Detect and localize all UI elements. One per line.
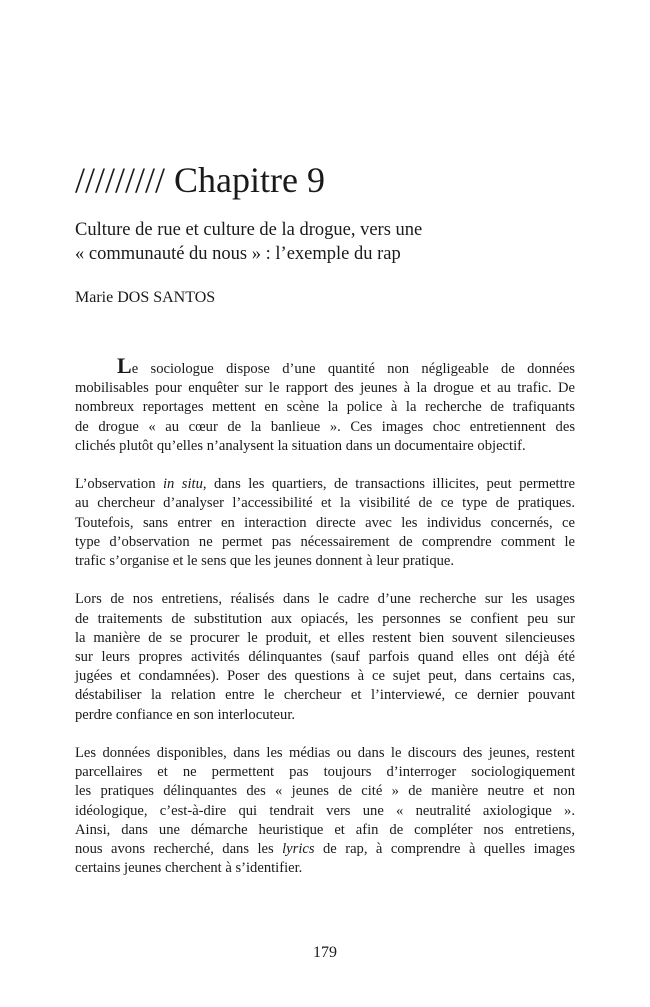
paragraph-line: Lors de nos entretiens, réalisés dans le cadre d’une recherche sur les usages: [75, 591, 575, 608]
paragraph-line: parcellaires et ne permettent pas toujours d’interroger sociologiquement: [75, 764, 575, 781]
paragraph-line: au chercheur d’analyser l’accessibilité et la visibilité de ce type de pratiques.: [75, 495, 575, 512]
paragraph-line: Ainsi, dans une démarche heuristique et afin de compléter nos entretiens,: [75, 821, 575, 838]
paragraph-line: Toutefois, sans entrer en interaction directe avec les individus concernés, ce: [75, 514, 575, 531]
paragraph-2: [75, 475, 575, 571]
chapter-body: [75, 353, 576, 898]
paragraph-line: la manière de se procurer le produit, et elles restent bien souvent silencieuses: [75, 629, 575, 646]
italic-term: in situ: [162, 476, 203, 493]
subtitle-line-1: Culture de rue et culture de la drogue, vers une: [75, 220, 423, 240]
paragraph-line: idéologique, c’est-à-dire qui tendrait vers une « neutralité axiologique ».: [75, 802, 575, 819]
paragraph-line: les pratiques délinquantes des « jeunes de cité » de manière neutre et non: [75, 783, 575, 800]
author-name: Marie DOS SANTOS: [75, 289, 216, 306]
drop-cap: L: [117, 353, 132, 378]
paragraph-line: nombreux reportages mettent en scène la police à la recherche de trafiquants: [75, 399, 575, 416]
paragraph-line: déstabiliser la relation entre le chercheur et l’interviewé, ce dernier pouvant: [75, 687, 575, 704]
paragraph-4: [75, 744, 575, 878]
chapter-title: Chapitre 9: [174, 160, 325, 200]
paragraph-line: de drogue « au cœur de la banlieue ». Ces images choc entretiennent des: [75, 418, 575, 435]
paragraph-line: trafic s’organise et le sens que les jeunes donnent à leur pratique.: [75, 553, 455, 570]
paragraph-line: certains jeunes cherchent à s’identifier.: [75, 860, 303, 877]
paragraph-line: jugées et condamnées). Poser des questions à ce sujet peut, dans certains cas,: [75, 668, 575, 685]
paragraph-3: [75, 590, 575, 724]
chapter-subtitle: [75, 218, 575, 266]
paragraph-line: L’observation in situ, dans les quartiers, de transactions illicites, peut permettre: [75, 476, 575, 493]
paragraph-line: mobilisables pour enquêter sur le rapport des jeunes à la drogue et au trafic. De: [75, 380, 575, 397]
paragraph-line: sur leurs propres activités délinquantes (sauf parfois quand elles ont déjà été: [75, 649, 575, 666]
page-number: 179: [313, 944, 337, 961]
book-page: [75, 0, 575, 1007]
paragraph-1: [75, 353, 575, 456]
subtitle-line-2: « communauté du nous » : l’exemple du rap: [75, 244, 401, 264]
paragraph-line: de traitements de substitution aux opiacés, les personnes se confient peu sur: [75, 610, 575, 627]
chapter-heading: [75, 158, 325, 202]
italic-term: lyrics: [282, 841, 315, 858]
paragraph-line: Le sociologue dispose d’une quantité non négligeable de données: [117, 353, 575, 378]
paragraph-line: perdre confiance en son interlocuteur.: [75, 706, 296, 723]
paragraph-line: Les données disponibles, dans les médias ou dans le discours des jeunes, restent: [75, 745, 575, 762]
chapter-marker: /////////: [75, 160, 166, 200]
paragraph-line: type d’observation ne permet pas nécessairement de comprendre comment le: [75, 533, 575, 550]
paragraph-line: clichés plutôt qu’elles n’analysent la situation dans un documentaire objectif.: [75, 437, 526, 454]
paragraph-line: nous avons recherché, dans les lyrics de rap, à comprendre à quelles images: [75, 841, 576, 858]
